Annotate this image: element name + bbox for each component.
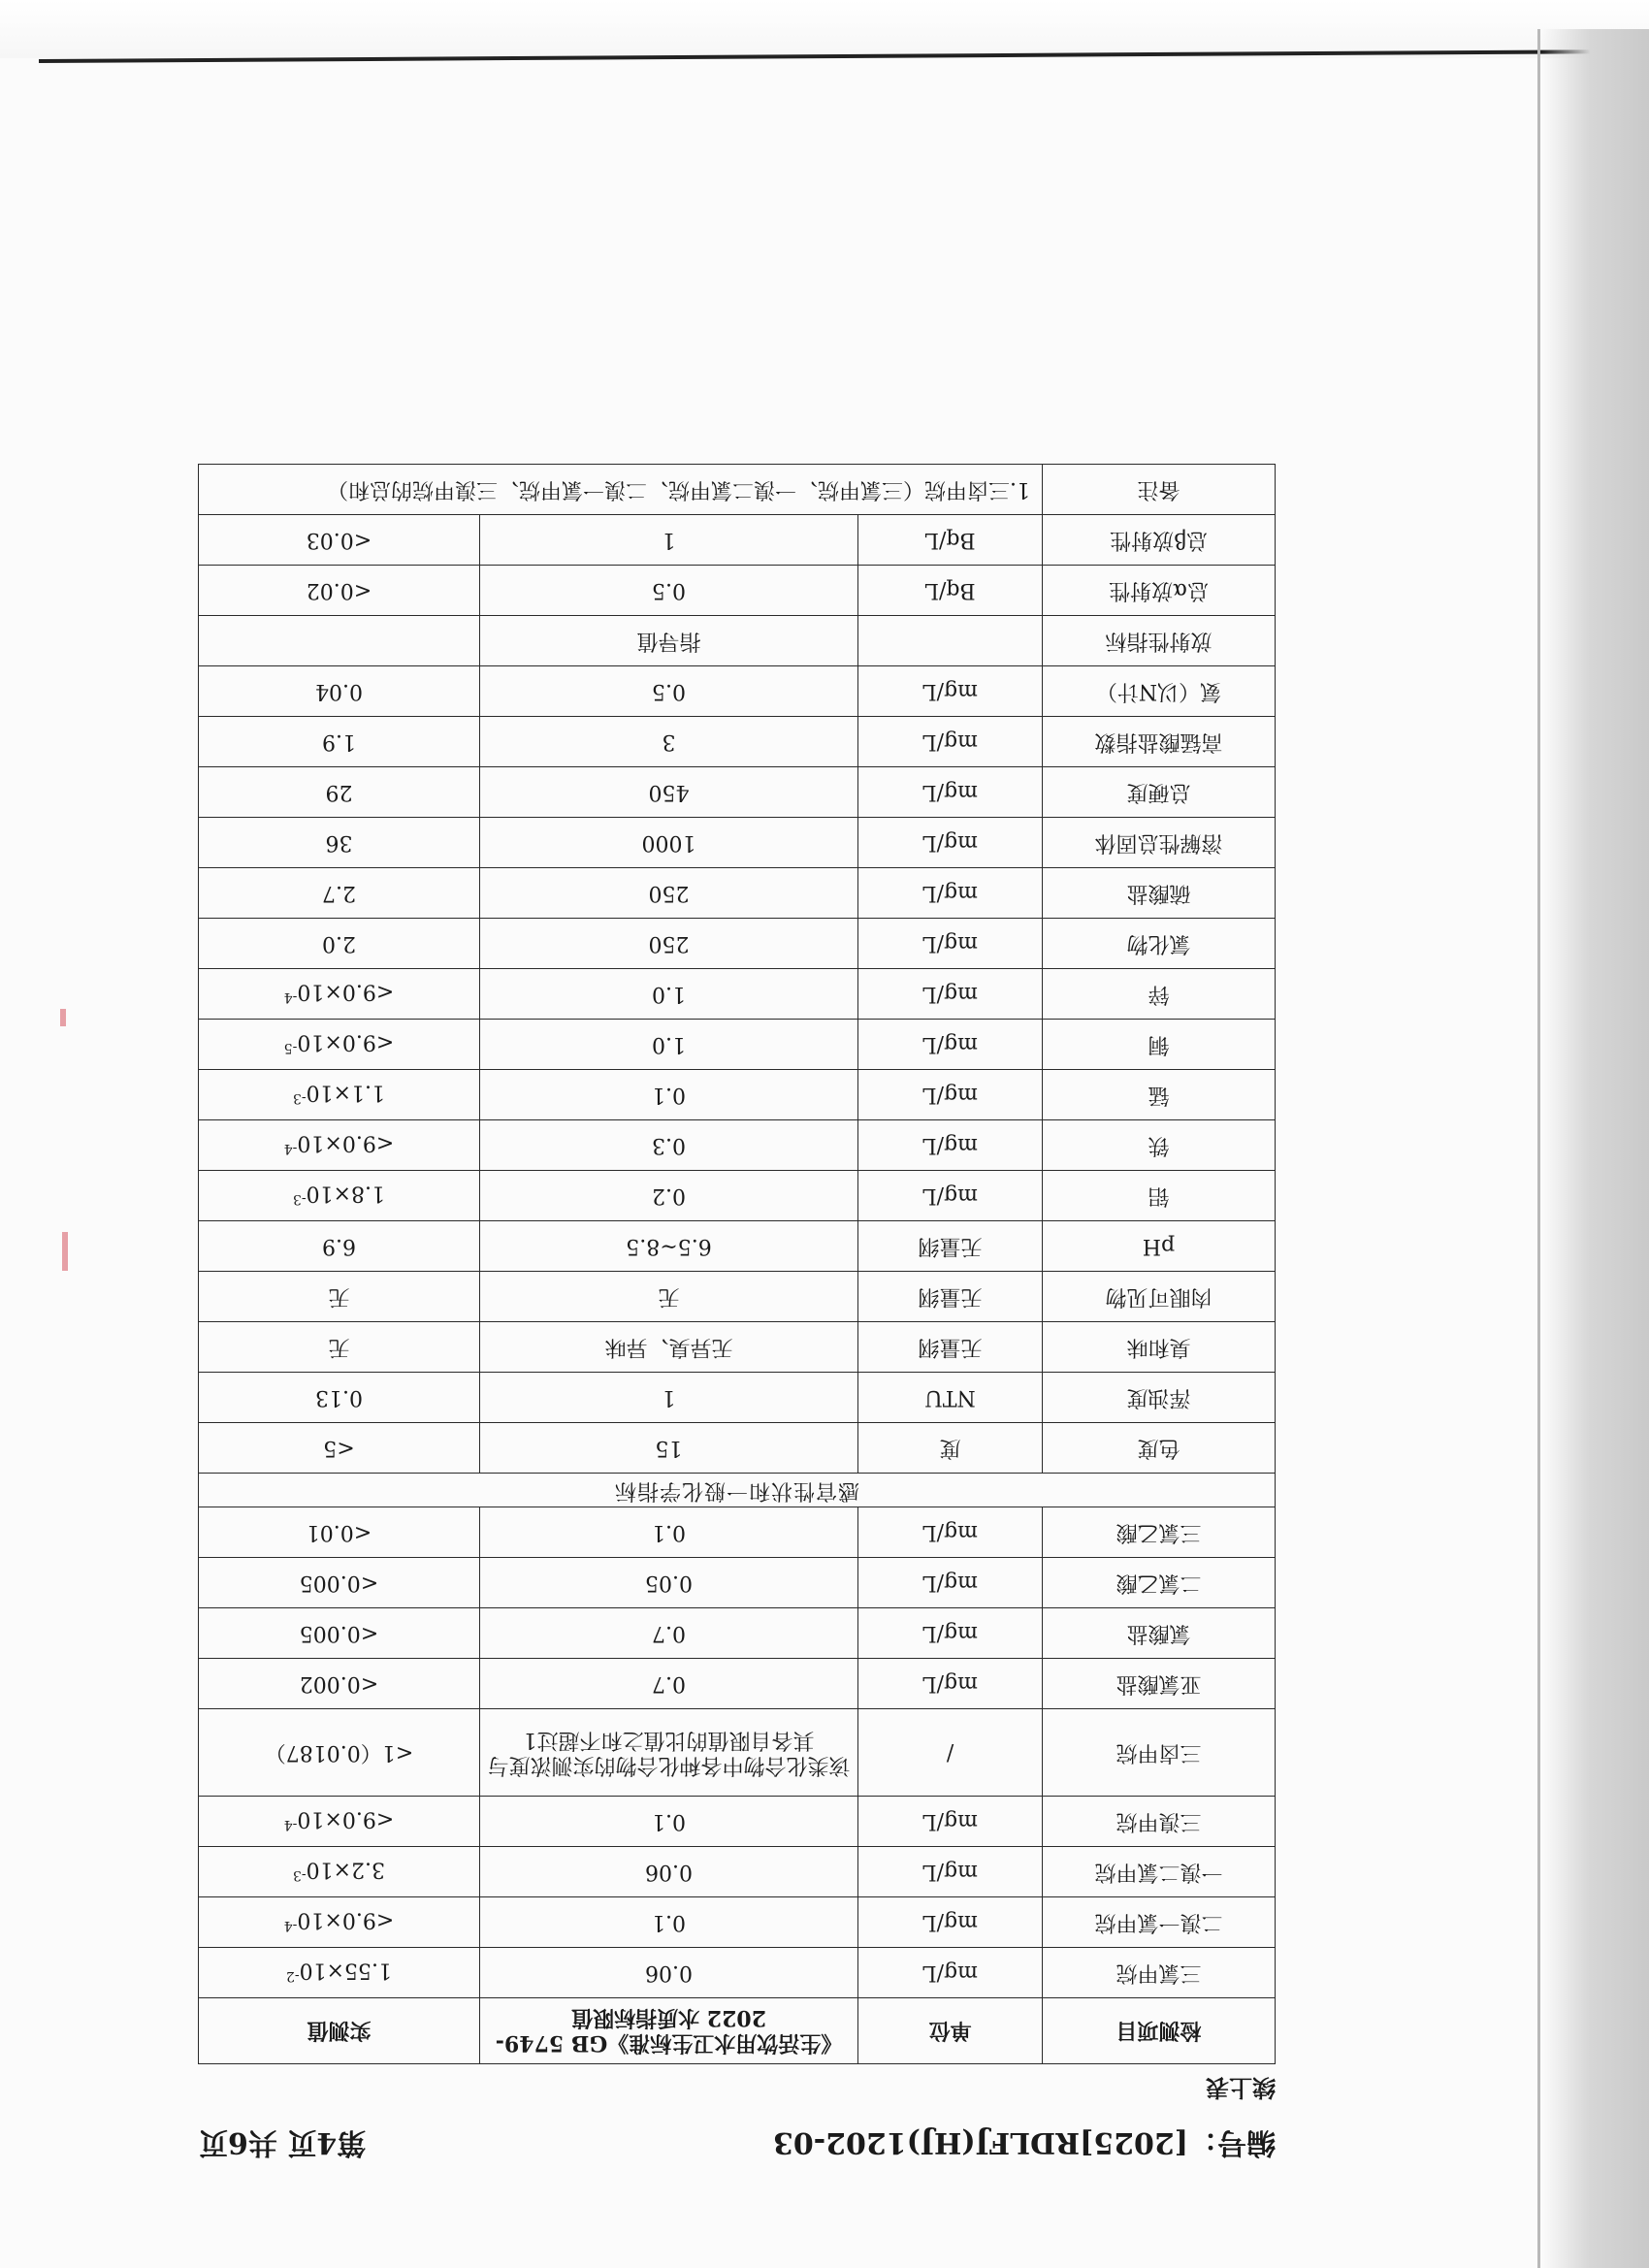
item-cell-text: 浑浊度	[1126, 1385, 1191, 1410]
value-exponent: -5	[283, 1039, 298, 1055]
value-cell-text: <0.002	[299, 1671, 379, 1697]
limit-cell	[480, 1507, 858, 1558]
unit-cell	[858, 1608, 1043, 1659]
value-cell	[199, 1322, 480, 1373]
unit-cell-text: mg/L	[922, 780, 978, 805]
item-cell	[1043, 515, 1276, 566]
item-cell-text: pH	[1142, 1234, 1176, 1259]
item-cell	[1043, 1948, 1276, 1998]
value-cell	[199, 1948, 480, 1998]
section-label-text: 感官性状和一般化学指标	[614, 1478, 860, 1503]
table-row	[199, 868, 1276, 919]
item-cell	[1043, 1659, 1276, 1709]
limit-cell-text: 1.0	[652, 1032, 686, 1057]
item-cell-text: 色度	[1137, 1436, 1180, 1461]
item-cell	[1043, 566, 1276, 616]
unit-cell-text: 度	[939, 1436, 961, 1461]
value-exponent: -3	[292, 1190, 307, 1207]
limit-cell	[480, 767, 858, 818]
value-cell	[199, 1070, 480, 1120]
unit-cell	[858, 868, 1043, 919]
table-row	[199, 1558, 1276, 1608]
unit-cell	[858, 919, 1043, 969]
value-cell	[199, 818, 480, 868]
item-cell	[1043, 1847, 1276, 1897]
limit-cell	[480, 919, 858, 969]
item-cell-text: 一溴二氯甲烷	[1094, 1860, 1223, 1885]
value-cell	[199, 566, 480, 616]
unit-cell	[858, 1659, 1043, 1709]
value-cell	[199, 1709, 480, 1797]
table-row	[199, 919, 1276, 969]
value-cell	[199, 1847, 480, 1897]
value-cell	[199, 515, 480, 566]
item-cell-text: 氨（以N计）	[1095, 679, 1222, 704]
value-cell-text: 36	[325, 830, 353, 856]
item-cell-text: 铁	[1148, 1133, 1170, 1158]
limit-cell	[480, 1847, 858, 1897]
table-row	[199, 566, 1276, 616]
limit-cell	[480, 969, 858, 1020]
item-cell-text: 三氯甲烷	[1116, 1960, 1202, 1986]
unit-cell	[858, 1847, 1043, 1897]
value-cell	[199, 969, 480, 1020]
limit-cell-text: 0.3	[652, 1133, 686, 1158]
unit-cell-text: 无量纲	[918, 1335, 983, 1360]
unit-cell-text: mg/L	[922, 1671, 978, 1697]
item-cell-text: 锌	[1148, 982, 1170, 1007]
item-cell	[1043, 1709, 1276, 1797]
table-row	[199, 1423, 1276, 1474]
unit-cell	[858, 1322, 1043, 1373]
limit-cell	[480, 666, 858, 717]
unit-cell	[858, 1020, 1043, 1070]
unit-cell	[858, 515, 1043, 566]
item-cell	[1043, 1070, 1276, 1120]
item-cell-text: 肉眼可见物	[1105, 1284, 1212, 1310]
item-cell-text: 氯酸盐	[1126, 1621, 1191, 1646]
item-cell	[1043, 767, 1276, 818]
value-cell	[199, 767, 480, 818]
item-cell-text: 总β放射性	[1110, 528, 1208, 553]
value-cell-text: 29	[325, 780, 353, 805]
column-header-limit: 《生活饮用水卫生标准》GB 5749-2022 水质指标限值	[480, 1998, 858, 2064]
item-cell	[1043, 1020, 1276, 1070]
item-cell-text: 亚氯酸盐	[1116, 1671, 1202, 1697]
value-cell	[199, 717, 480, 767]
table-row	[199, 1709, 1276, 1797]
item-cell	[1043, 868, 1276, 919]
table-row	[199, 1797, 1276, 1847]
table-row	[199, 1659, 1276, 1709]
item-cell	[1043, 717, 1276, 767]
limit-cell-text: 450	[648, 780, 690, 805]
column-header-item: 检测项目	[1043, 1998, 1276, 2064]
value-cell-text: 3.2×10	[306, 1857, 386, 1882]
item-cell	[1043, 969, 1276, 1020]
value-cell	[199, 1558, 480, 1608]
table-row	[199, 1272, 1276, 1322]
document-header	[160, 2125, 1276, 2167]
unit-cell-text: mg/L	[922, 1520, 978, 1545]
value-cell	[199, 919, 480, 969]
value-cell	[199, 868, 480, 919]
column-header-value: 实测值	[199, 1998, 480, 2064]
limit-cell	[480, 566, 858, 616]
value-exponent: -2	[285, 1967, 300, 1984]
unit-cell-text: NTU	[924, 1385, 976, 1410]
item-cell-text: 总硬度	[1126, 780, 1191, 805]
limit-cell-text: 0.7	[652, 1671, 686, 1697]
value-cell-text: <1（0.0187）	[264, 1740, 414, 1766]
unit-cell	[858, 1423, 1043, 1474]
value-cell-text: 1.9	[322, 729, 356, 755]
note-row	[199, 465, 1276, 515]
unit-cell	[858, 767, 1043, 818]
limit-cell-text: 250	[648, 931, 690, 956]
value-cell-text: 2.7	[322, 881, 356, 906]
unit-cell-text: mg/L	[922, 1571, 978, 1596]
unit-cell-text: mg/L	[922, 729, 978, 755]
unit-cell	[858, 717, 1043, 767]
item-cell-text: 铝	[1148, 1183, 1170, 1209]
table-row	[199, 515, 1276, 566]
value-exponent: -3	[292, 1866, 307, 1883]
limit-cell	[480, 868, 858, 919]
value-cell	[199, 616, 480, 666]
value-cell	[199, 1020, 480, 1070]
limit-cell	[480, 818, 858, 868]
note-text-cell	[199, 465, 1043, 515]
item-cell-text: 二溴一氯甲烷	[1094, 1910, 1223, 1935]
limit-cell-text: 1	[662, 1385, 676, 1410]
limit-cell-text: 0.1	[652, 1910, 686, 1935]
item-cell	[1043, 1373, 1276, 1423]
limit-cell-text: 15	[655, 1436, 683, 1461]
item-cell-text: 硫酸盐	[1126, 881, 1191, 906]
limit-cell	[480, 1120, 858, 1171]
item-cell	[1043, 1507, 1276, 1558]
page-count: 第4页 共6页	[199, 2125, 367, 2159]
value-cell-text: 2.0	[322, 931, 356, 956]
unit-cell-text: mg/L	[922, 679, 978, 704]
unit-cell-text: 无量纲	[918, 1234, 983, 1259]
item-cell	[1043, 1423, 1276, 1474]
value-cell	[199, 1897, 480, 1948]
unit-cell	[858, 1373, 1043, 1423]
value-cell-text: <9.0×10	[297, 1907, 395, 1932]
table-row	[199, 666, 1276, 717]
unit-cell	[858, 1507, 1043, 1558]
table-row	[199, 1070, 1276, 1120]
limit-cell	[480, 717, 858, 767]
value-cell-text: <5	[323, 1436, 355, 1461]
limit-cell	[480, 1171, 858, 1221]
unit-cell	[858, 1709, 1043, 1797]
table-row	[199, 1120, 1276, 1171]
item-cell-text: 三氯乙酸	[1116, 1520, 1202, 1545]
note-label-cell-text: 备注	[1137, 477, 1180, 502]
unit-cell	[858, 1797, 1043, 1847]
limit-cell-text: 1000	[641, 830, 696, 856]
table-row	[199, 1948, 1276, 1998]
value-cell-text: 6.9	[322, 1234, 356, 1259]
unit-cell-text: /	[946, 1740, 954, 1766]
item-cell-text: 锰	[1148, 1083, 1170, 1108]
unit-cell-text: mg/L	[922, 1960, 978, 1986]
unit-cell	[858, 818, 1043, 868]
table-row	[199, 969, 1276, 1020]
value-exponent: -3	[292, 1089, 307, 1106]
limit-cell-text: 0.2	[652, 1183, 686, 1209]
limit-cell-text: 0.1	[652, 1520, 686, 1545]
value-cell	[199, 1373, 480, 1423]
unit-cell	[858, 1272, 1043, 1322]
section-row	[199, 1474, 1276, 1507]
limit-cell	[480, 1373, 858, 1423]
unit-cell	[858, 1897, 1043, 1948]
value-cell	[199, 1171, 480, 1221]
value-cell-text: <9.0×10	[297, 1029, 395, 1054]
limit-cell-text: 该类化合物中各种化合物的实测浓度与其各自限值的比值之和不超过1	[487, 1728, 851, 1778]
table-row	[199, 1171, 1276, 1221]
unit-cell-text: mg/L	[922, 881, 978, 906]
value-exponent: -4	[283, 1917, 298, 1933]
unit-cell	[858, 1171, 1043, 1221]
table-row	[199, 717, 1276, 767]
unit-cell	[858, 1948, 1043, 1998]
unit-cell-text: mg/L	[922, 1910, 978, 1935]
limit-cell-text: 0.06	[645, 1860, 693, 1885]
value-cell-text: <0.005	[299, 1621, 379, 1646]
value-cell-text: 0.04	[315, 679, 363, 704]
limit-cell-text: 250	[648, 881, 690, 906]
table-row	[199, 1897, 1276, 1948]
table-row	[199, 1221, 1276, 1272]
table-row	[199, 1608, 1276, 1659]
value-cell	[199, 1120, 480, 1171]
table-row	[199, 1507, 1276, 1558]
limit-cell	[480, 1272, 858, 1322]
table-row	[199, 1322, 1276, 1373]
item-cell-text: 总α放射性	[1109, 578, 1209, 603]
unit-cell-text: mg/L	[922, 1809, 978, 1834]
limit-cell-text: 0.06	[645, 1960, 693, 1986]
value-cell	[199, 1608, 480, 1659]
limit-cell-text: 0.05	[645, 1571, 693, 1596]
limit-cell	[480, 1020, 858, 1070]
unit-cell	[858, 1070, 1043, 1120]
unit-cell-text: mg/L	[922, 982, 978, 1007]
unit-cell-text: Bq/L	[924, 528, 976, 553]
continued-label: 续上表	[1206, 2074, 1276, 2102]
value-cell-text: <0.01	[306, 1520, 372, 1545]
item-cell	[1043, 1120, 1276, 1171]
unit-cell-text: 无量纲	[918, 1284, 983, 1310]
item-cell	[1043, 1558, 1276, 1608]
document-body	[160, 192, 1276, 2181]
value-cell-text: 无	[328, 1284, 350, 1310]
item-cell	[1043, 616, 1276, 666]
unit-cell	[858, 616, 1043, 666]
results-table	[198, 464, 1276, 2064]
item-cell-text: 三卤甲烷	[1116, 1740, 1202, 1766]
limit-cell-text: 0.7	[652, 1621, 686, 1646]
value-cell-text: <9.0×10	[297, 1806, 395, 1831]
unit-cell-text: mg/L	[922, 1621, 978, 1646]
unit-cell-text: mg/L	[922, 1083, 978, 1108]
limit-cell-text: 无	[658, 1284, 680, 1310]
item-cell-text: 放射性指标	[1105, 629, 1212, 654]
value-cell	[199, 1272, 480, 1322]
item-cell	[1043, 1322, 1276, 1373]
table-body	[199, 465, 1276, 1998]
value-exponent: -4	[283, 1816, 298, 1832]
item-cell	[1043, 1797, 1276, 1847]
unit-cell-text: mg/L	[922, 1860, 978, 1885]
limit-cell-text: 6.5~8.5	[626, 1234, 712, 1259]
item-cell	[1043, 1272, 1276, 1322]
value-cell-text: 1.1×10	[306, 1080, 386, 1105]
value-cell-text: <9.0×10	[297, 1130, 395, 1155]
limit-cell	[480, 1558, 858, 1608]
value-cell-text: <0.02	[306, 578, 372, 603]
value-cell-text: 1.55×10	[299, 1958, 393, 1983]
limit-cell-text: 指导值	[636, 629, 701, 654]
unit-cell-text: mg/L	[922, 931, 978, 956]
unit-cell	[858, 969, 1043, 1020]
note-label-cell	[1043, 465, 1276, 515]
item-cell	[1043, 919, 1276, 969]
value-exponent: -4	[283, 1140, 298, 1156]
limit-cell-text: 0.1	[652, 1083, 686, 1108]
limit-cell-text: 3	[662, 729, 676, 755]
unit-cell-text: mg/L	[922, 1133, 978, 1158]
value-cell-text: <9.0×10	[297, 979, 395, 1004]
unit-cell-text: Bq/L	[924, 578, 976, 603]
limit-cell-text: 1	[662, 528, 676, 553]
table-row	[199, 767, 1276, 818]
limit-cell	[480, 1897, 858, 1948]
table-row	[199, 818, 1276, 868]
item-cell	[1043, 818, 1276, 868]
unit-cell	[858, 1120, 1043, 1171]
limit-cell	[480, 616, 858, 666]
limit-cell	[480, 1423, 858, 1474]
item-cell-text: 二氯乙酸	[1116, 1571, 1202, 1596]
table-row	[199, 1373, 1276, 1423]
limit-cell	[480, 1221, 858, 1272]
limit-cell	[480, 515, 858, 566]
value-cell	[199, 666, 480, 717]
value-cell-text: 1.8×10	[306, 1181, 386, 1206]
value-cell	[199, 1659, 480, 1709]
table-row	[199, 1020, 1276, 1070]
limit-cell	[480, 1322, 858, 1373]
item-cell-text: 氯化物	[1126, 931, 1191, 956]
value-cell-text: 0.13	[315, 1385, 363, 1410]
unit-cell	[858, 1221, 1043, 1272]
item-cell	[1043, 1221, 1276, 1272]
limit-cell-text: 0.5	[652, 578, 686, 603]
item-cell-text: 臭和味	[1126, 1335, 1191, 1360]
item-cell	[1043, 1608, 1276, 1659]
note-text-cell-text: 1.三卤甲烷（三氯甲烷、一溴二氯甲烷、二溴一氯甲烷、三溴甲烷的总和）	[327, 477, 1030, 502]
limit-cell	[480, 1608, 858, 1659]
unit-cell	[858, 666, 1043, 717]
unit-cell-text: mg/L	[922, 1183, 978, 1209]
value-cell	[199, 1221, 480, 1272]
limit-cell	[480, 1659, 858, 1709]
unit-cell-text: mg/L	[922, 830, 978, 856]
value-cell	[199, 1507, 480, 1558]
value-cell-text: <0.03	[306, 528, 372, 553]
item-cell-text: 铜	[1148, 1032, 1170, 1057]
limit-cell	[480, 1070, 858, 1120]
limit-cell	[480, 1948, 858, 1998]
limit-cell-text: 1.0	[652, 982, 686, 1007]
item-cell	[1043, 1897, 1276, 1948]
table-row	[199, 1847, 1276, 1897]
value-cell-text: <0.005	[299, 1571, 379, 1596]
unit-cell	[858, 566, 1043, 616]
value-exponent: -4	[283, 988, 298, 1005]
unit-cell-text: mg/L	[922, 1032, 978, 1057]
document-number: 编号：[2025]RDLFJ(HJ)1202-03	[772, 2125, 1276, 2159]
value-cell	[199, 1423, 480, 1474]
value-cell-text: 无	[328, 1335, 350, 1360]
item-cell-text: 溶解性总固体	[1094, 830, 1223, 856]
section-label	[199, 1474, 1276, 1507]
subsection-row	[199, 616, 1276, 666]
unit-cell	[858, 1558, 1043, 1608]
item-cell	[1043, 666, 1276, 717]
limit-cell-text: 0.1	[652, 1809, 686, 1834]
column-header-unit: 单位	[858, 1998, 1043, 2064]
value-cell	[199, 1797, 480, 1847]
limit-cell	[480, 1709, 858, 1797]
item-cell	[1043, 1171, 1276, 1221]
limit-cell-text: 0.5	[652, 679, 686, 704]
table-header-row	[199, 1998, 1276, 2064]
limit-cell	[480, 1797, 858, 1847]
limit-cell-text: 无异臭、异味	[604, 1335, 733, 1360]
item-cell-text: 三溴甲烷	[1116, 1809, 1202, 1834]
item-cell-text: 高锰酸盐指数	[1094, 729, 1223, 755]
